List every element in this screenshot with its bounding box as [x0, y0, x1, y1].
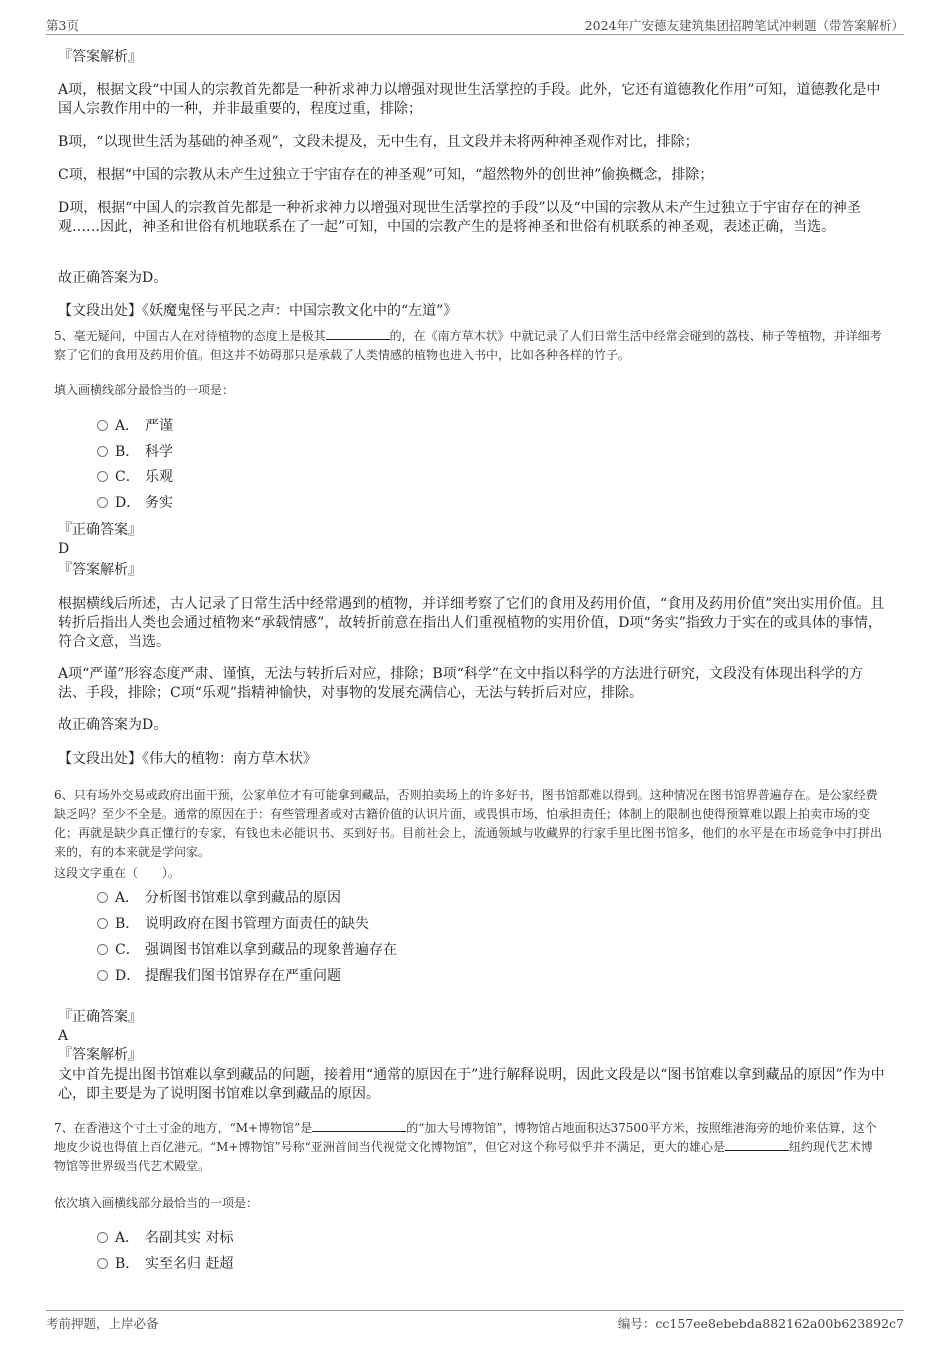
radio-button[interactable] [97, 970, 108, 981]
q4-analysis-label: 『答案解析』 [58, 49, 142, 65]
q7-stem-part3: 纽约现代艺术博物馆等世界级当代艺术殿堂。 [54, 1140, 873, 1173]
option-letter: A． [115, 1230, 140, 1246]
q4-source: 【文段出处】《妖魔鬼怪与平民之声：中国宗教文化中的“左道”》 [58, 303, 458, 319]
option-letter: B． [115, 444, 140, 460]
radio-button[interactable] [97, 1258, 108, 1269]
option-text: 名副其实 对标 [145, 1230, 234, 1246]
radio-button[interactable] [97, 892, 108, 903]
q5-analysis-para1: 根据横线后所述，古人记录了日常生活中经常遇到的植物，并详细考察了它们的食用及药用价值，“食用及药用价值”突出实用价值。且转折后指出人类也会通过植物来“承载情感”，故转折前意在指出人们重视植物的实用价值，D项“务实”指致力于实在的或具体的事情，符合文意，当选。 [58, 596, 885, 650]
option-text: 说明政府在图书管理方面责任的缺失 [145, 916, 369, 932]
option-text: 严谨 [145, 418, 173, 434]
q5-stem-after: 的，在《南方草木状》中就记录了人们日常生活中经常会碰到的荔枝、柿子等植物，并详细考察了它们的食用及药用价值。但这并不妨碍那只是承载了人类情感的植物也进入书中，比如各种各样的竹子。 [54, 329, 882, 362]
q5-correct-answer: D [58, 541, 70, 557]
option-letter: C． [115, 942, 140, 958]
q6-prompt: 这段文字重在（ ）。 [54, 866, 181, 880]
option-text: 乐观 [145, 469, 173, 485]
option-letter: A． [115, 890, 140, 906]
radio-button[interactable] [97, 1232, 108, 1243]
q5-analysis-para2: A项“严谨”形容态度严肃、谨慎，无法与转折后对应，排除；B项“科学”在文中指以科学的方法进行研究，文段没有体现出科学的方法、手段，排除；C项“乐观”指精神愉快，对事物的发展充满信心，无法与转折后对应，排除。 [58, 666, 864, 701]
option-letter: B． [115, 916, 140, 932]
q7-stem-part1: 7、在香港这个寸土寸金的地方，“M+博物馆”是 [54, 1121, 313, 1135]
option-text: 实至名归 赶超 [145, 1256, 234, 1272]
option-text: 分析图书馆难以拿到藏品的原因 [145, 890, 341, 906]
q7-blank-2 [725, 1138, 789, 1151]
q5-correct-label: 『正确答案』 [58, 522, 142, 538]
q6-analysis-label: 『答案解析』 [58, 1047, 142, 1063]
q4-analysis-c: C项，根据“中国的宗教从未产生过独立于宇宙存在的神圣观”可知，“超然物外的创世神”偷换概念，排除； [58, 167, 714, 183]
q4-analysis-a: A项，根据文段“中国人的宗教首先都是一种祈求神力以增强对现世生活掌控的手段。此外，它还有道德教化作用”可知，道德教化是中国人宗教作用中的一种，并非最重要的，程度过重，排除； [58, 82, 881, 117]
q5-analysis-label: 『答案解析』 [58, 562, 142, 578]
radio-button[interactable] [97, 944, 108, 955]
option-letter: C． [115, 469, 140, 485]
q6-analysis: 文中首先提出图书馆难以拿到藏品的问题，接着用“通常的原因在于”进行解释说明，因此文段是以“图书馆难以拿到藏品的原因”作为中心，即主要是为了说明图书馆难以拿到藏品的原因。 [58, 1067, 885, 1102]
q5-blank [326, 327, 390, 340]
option-text: 务实 [145, 495, 173, 511]
option-text: 强调图书馆难以拿到藏品的现象普遍存在 [145, 942, 397, 958]
q6-correct-label: 『正确答案』 [58, 1009, 142, 1025]
q5-source: 【文段出处】《伟大的植物：南方草木状》 [58, 751, 317, 767]
radio-button[interactable] [97, 918, 108, 929]
radio-button[interactable] [97, 446, 108, 457]
option-letter: D． [115, 968, 141, 984]
option-text: 提醒我们图书馆界存在严重问题 [145, 968, 341, 984]
option-letter: D． [115, 495, 141, 511]
q4-analysis-b: B项，“以现世生活为基础的神圣观”，文段未提及，无中生有，且文段并未将两种神圣观作对比，排除； [58, 134, 699, 150]
q5-stem-before: 5、毫无疑问，中国古人在对待植物的态度上是极其 [54, 329, 326, 343]
document-id: 编号：cc157ee8ebebda882162a00b623892c7 [617, 1316, 904, 1331]
footer-divider [46, 1310, 904, 1311]
option-text: 科学 [145, 444, 173, 460]
q5-conclusion: 故正确答案为D。 [58, 717, 168, 733]
header-divider [46, 34, 904, 35]
q7-prompt: 依次填入画横线部分最恰当的一项是： [54, 1196, 259, 1210]
option-letter: A． [115, 418, 140, 434]
option-letter: B． [115, 1256, 140, 1272]
q6-correct-answer: A [58, 1028, 69, 1044]
radio-button[interactable] [97, 420, 108, 431]
q7-stem [54, 1119, 884, 1176]
q5-prompt: 填入画横线部分最恰当的一项是： [54, 383, 235, 397]
document-title: 2024年广安德友建筑集团招聘笔试冲刺题（带答案解析） [584, 18, 904, 33]
q4-analysis-d: D项，根据“中国人的宗教首先都是一种祈求神力以增强对现世生活掌控的手段”以及“中国的宗教从未产生过独立于宇宙存在的神圣观……因此，神圣和世俗有机地联系在了一起”可知，中国的宗教产生的是将神圣和世俗有机联系的神圣观，表述正确，当选。 [58, 200, 861, 235]
radio-button[interactable] [97, 471, 108, 482]
q4-conclusion: 故正确答案为D。 [58, 270, 168, 286]
footer-slogan: 考前押题，上岸必备 [46, 1316, 159, 1331]
q7-stem-part2: 的“加大号博物馆”，博物馆占地面积达37500平方米，按照维港海旁的地价来估算，这个地皮少说也得值上百亿港元。“M+博物馆”号称“亚洲首间当代视觉文化博物馆”，但它对这个称号似乎并不满足，更大的雄心是 [54, 1121, 877, 1154]
page-number: 第3页 [46, 18, 79, 33]
q6-stem: 6、只有场外交易或政府出面干预，公家单位才有可能拿到藏品，否则拍卖场上的许多好书，图书馆都难以得到。这种情况在图书馆界普遍存在。是公家经费缺乏吗？至少不全是。通常的原因在于：有些管理者或对古籍价值的认识片面，或畏惧市场，怕承担责任；体制上的限制也使得预算难以跟上拍卖市场的变化；再就是缺少真正懂行的专家，有钱也未必能识书、买到好书。目前社会上，流通领域与收藏界的行家手里比图书馆多，他们的水平是在市场竞争中打拼出来的，有的本来就是学问家。 [54, 788, 883, 859]
q7-blank-1 [312, 1119, 406, 1132]
q5-stem [54, 327, 884, 365]
radio-button[interactable] [97, 497, 108, 508]
